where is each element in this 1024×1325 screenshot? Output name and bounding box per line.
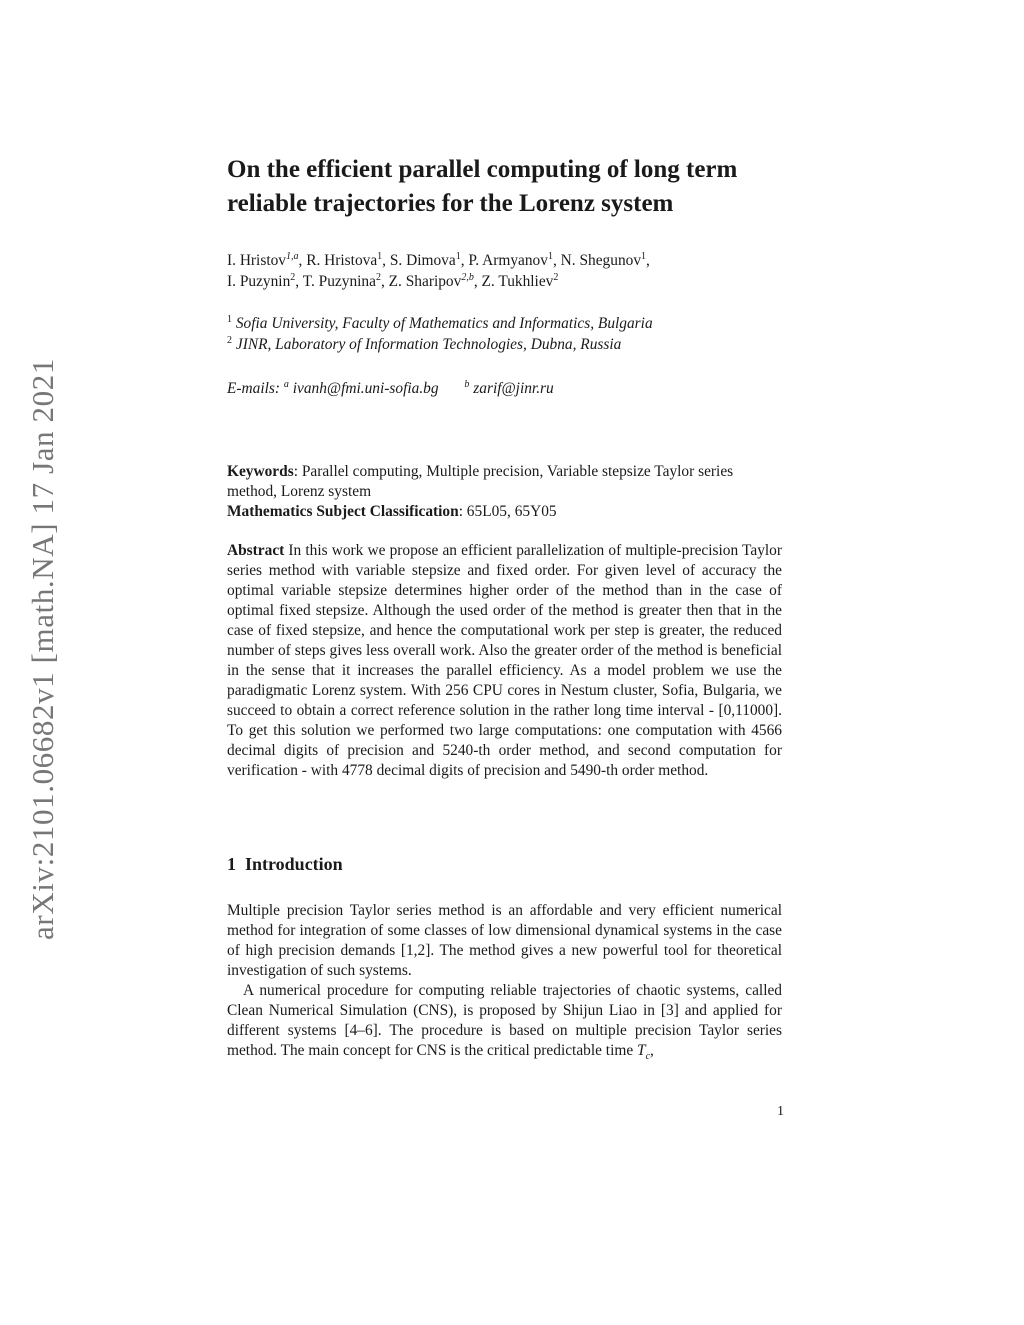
email-line: E-mails: $^a$ ivanh@fmi.uni-sofia.bg $^b$ zarif@jinr.ru bbox=[227, 378, 554, 397]
section-heading: 1 Introduction bbox=[227, 854, 343, 874]
author: T. Puzynina$^2$ bbox=[302, 271, 381, 290]
author-list: I. Hristov$^{1,a}$, R. Hristova$^1$, S. Dimova$^1$, P. Armyanov$^1$, N. Shegunov$^1$, I. Puzynin$^2$, T. Puzynina$^2$, Z. Sharipov$^{2,b}$, Z. Tukhliev$^2$ bbox=[227, 250, 650, 290]
abstract bbox=[227, 541, 782, 781]
paragraph: A numerical procedure for computing reliable trajectories of chaotic systems, called Clean Numerical Simulation (CNS), is proposed by Shijun Liao in [3] and applied for different systems [4–6]. The procedure is based on multiple precision Taylor series method. The main concept for CNS is the critical predictable time $T_c$, bbox=[227, 982, 782, 1063]
introduction-body bbox=[227, 901, 782, 1067]
author: R. Hristova$^1$ bbox=[306, 250, 383, 269]
paper-title bbox=[227, 153, 782, 221]
author: P. Armyanov$^1$ bbox=[468, 250, 553, 269]
email-address[interactable]: ivanh@fmi.uni-sofia.bg bbox=[292, 380, 439, 397]
math-symbol: $T_c$ bbox=[637, 1042, 651, 1063]
affiliation-list bbox=[227, 313, 782, 355]
abstract-text: In this work we propose an efficient parallelization of multiple-precision Taylor series method with variable stepsize and fixed order. For given level of accuracy the optimal variable stepsize determines higher order of the method than in the case of optimal fixed stepsize. Although the used order of the method is greater then that in the case of fixed stepsize, and hence the computational work per step is greater, the reduced number of steps gives less overall work. Also the greater order of the method is beneficial in the sense that it increases the parallel efficiency. As a model problem we use the paradigmatic Lorenz system. With 256 CPU cores in Nestum cluster, Sofia, Bulgaria, we succeed to obtain a correct reference solution in the rather long time interval - [0,11000]. To get this solution we performed two large computations: one computation with 4566 decimal digits of precision and 5240-th order method, and second computation for verification - with 4778 decimal digits of precision and 5490-th order method. bbox=[227, 542, 782, 779]
keywords-label: Keywords bbox=[227, 463, 294, 480]
abstract-label: Abstract bbox=[227, 542, 285, 559]
keywords-block bbox=[227, 462, 782, 522]
author: Z. Sharipov$^{2,b}$ bbox=[388, 271, 474, 290]
author: N. Shegunov$^1$ bbox=[560, 250, 647, 269]
arxiv-stamp-text: arXiv:2101.06682v1 [math.NA] 17 Jan 2021 bbox=[25, 358, 60, 940]
author: Z. Tukhliev$^2$ bbox=[481, 271, 559, 290]
msc-label: Mathematics Subject Classification bbox=[227, 503, 459, 520]
page-number: 1 bbox=[777, 1104, 784, 1119]
title-line-2: reliable trajectories for the Lorenz system bbox=[227, 190, 674, 217]
msc-line: Mathematics Subject Classification: 65L05, 65Y05 bbox=[227, 503, 557, 520]
affiliation-item: $^1$ Sofia University, Faculty of Mathematics and Informatics, Bulgaria bbox=[227, 313, 653, 332]
author: S. Dimova$^1$ bbox=[389, 250, 461, 269]
author: I. Puzynin$^2$ bbox=[227, 271, 296, 290]
affiliation-item: $^2$ JINR, Laboratory of Information Technologies, Dubna, Russia bbox=[227, 334, 622, 353]
arxiv-side-stamp bbox=[18, 336, 68, 962]
email-label: E-mails: bbox=[227, 380, 281, 397]
paragraph: Multiple precision Taylor series method is an affordable and very efficient numerical method for integration of some classes of low dimensional dynamical systems in the case of high precision demands [1,2]. The method gives a new powerful tool for theoretical investigation of such systems. bbox=[227, 902, 782, 979]
author: I. Hristov$^{1,a}$ bbox=[227, 250, 299, 269]
email-address[interactable]: zarif@jinr.ru bbox=[473, 380, 554, 397]
title-line-1: On the efficient parallel computing of long term bbox=[227, 156, 738, 183]
keywords-line: Keywords: Parallel computing, Multiple precision, Variable stepsize Taylor series method, Lorenz system bbox=[227, 463, 734, 500]
